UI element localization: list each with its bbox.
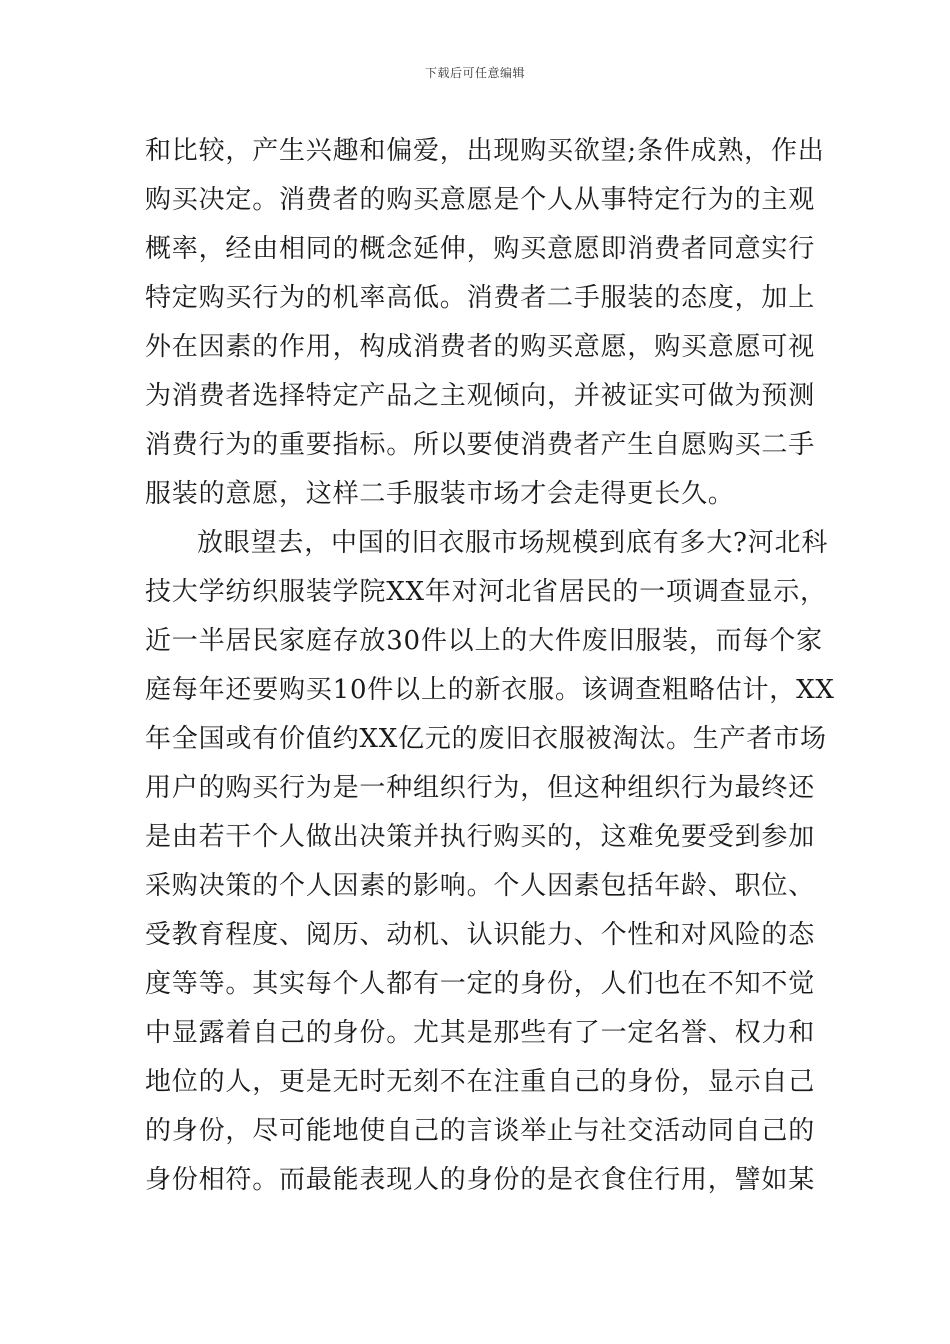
text-line: 年全国或有价值约XX亿元的废旧衣服被淘汰。生产者市场 [145,724,827,754]
text-line: 度等等。其实每个人都有一定的身份，人们也在不知不觉 [145,969,816,999]
text-line: 受教育程度、阅历、动机、认识能力、个性和对风险的态 [145,920,816,950]
header-note: 下载后可任意编辑 [424,66,525,80]
text-line: 服装的意愿，这样二手服装市场才会走得更长久。 [145,479,735,509]
text-line: 外在因素的作用，构成消费者的购买意愿，购买意愿可视 [145,332,816,362]
text-line: 消费行为的重要指标。所以要使消费者产生自愿购买二手 [145,430,816,460]
text-line: 是由若干个人做出决策并执行购买的，这难免要受到参加 [145,822,816,852]
text-line: 为消费者选择特定产品之主观倾向，并被证实可做为预测 [145,381,816,411]
text-line: 庭每年还要购买10件以上的新衣服。该调查粗略估计，XX [145,675,835,705]
text-line: 技大学纺织服装学院XX年对河北省居民的一项调查显示， [145,577,827,607]
body-text [145,131,835,1209]
text-line: 概率，经由相同的概念延伸，购买意愿即消费者同意实行 [145,234,816,264]
text-line: 身份相符。而最能表现人的身份的是衣食住行用，譬如某 [145,1165,816,1195]
paragraph-2 [145,523,835,1209]
text-line: 的身份，尽可能地使自己的言谈举止与社交活动同自己的 [145,1116,816,1146]
text-line: 采购决策的个人因素的影响。个人因素包括年龄、职位、 [145,871,816,901]
text-line: 购买决定。消费者的购买意愿是个人从事特定行为的主观 [145,185,816,215]
text-line: 地位的人，更是无时无刻不在注重自己的身份，显示自己 [145,1067,816,1097]
text-line: 近一半居民家庭存放30件以上的大件废旧服装，而每个家 [145,626,823,656]
text-line: 用户的购买行为是一种组织行为，但这种组织行为最终还 [145,773,816,803]
text-line: 和比较，产生兴趣和偏爱，出现购买欲望;条件成熟，作出 [145,136,825,166]
paragraph-1 [145,131,825,523]
text-line: 中显露着自己的身份。尤其是那些有了一定名誉、权力和 [145,1018,816,1048]
text-line: 放眼望去，中国的旧衣服市场规模到底有多大?河北科 [197,528,829,558]
text-line: 特定购买行为的机率高低。消费者二手服装的态度，加上 [145,283,816,313]
